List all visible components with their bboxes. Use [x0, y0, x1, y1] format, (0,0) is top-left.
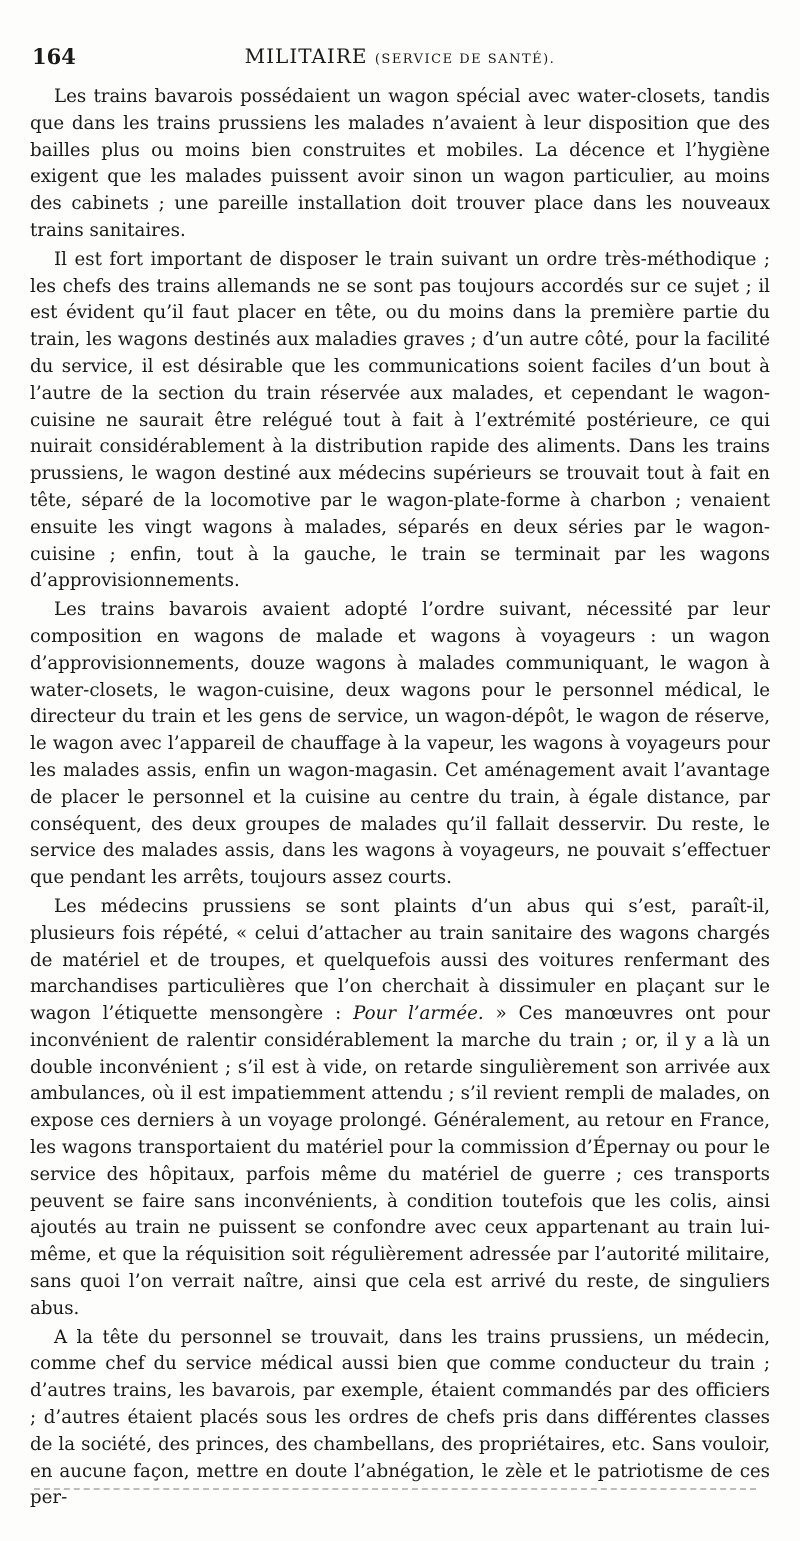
page-number: 164	[32, 44, 76, 69]
paragraph-1: Les trains bavarois possédaient un wagon spécial avec water-closets, tandis que dans les trains prussiens les malades n’avaient à leur disposition que des bailles plus ou moins bien construites et mobiles. La décence et l’hygiène exigent que les malades puissent avoir sinon un wagon particulier, au moins des cabinets ; une pareille installation doit trouver place dans les nouveaux trains sanitaires.	[30, 86, 770, 241]
header-title-main: MILITAIRE	[244, 44, 368, 68]
italic-label: Pour l’armée.	[353, 1003, 484, 1025]
paragraph-4-part-1: Les médecins prussiens se sont plaints d’un abus qui s’est, paraît-il, plusieurs fois répété, « celui d’attacher au train sanitaire des wagons chargés de matériel et de troupes, et quelquefois aussi des voitures renfermant des marchandises particulières que l’on cherchait à dissimuler en plaçant sur le wagon l’étiquette mensongère :	[30, 895, 770, 1025]
header-title-sub: (SERVICE DE SANTÉ).	[374, 52, 556, 67]
paragraph-3: Les trains bavarois avaient adopté l’ordre suivant, nécessité par leur composition en wagons de malade et wagons à voyageurs : un wagon d’approvisionnements, douze wagons à malades communiquant, le wagon à water-closets, le wagon-cuisine, deux wagons pour le personnel médical, le directeur du train et les gens de service, un wagon-dépôt, le wagon de réserve, le wagon avec l’appareil de chauffage à la vapeur, les wagons à voyageurs pour les malades assis, enfin un wagon-magasin. Cet aménagement avait l’avantage de placer le personnel et la cuisine au centre du train, à égale distance, par conséquent, des deux groupes de malades qu’il fallait desservir. Du reste, le service des malades assis, dans les wagons à voyageurs, ne pouvait s’effectuer que pendant les arrêts, toujours assez courts.	[30, 599, 770, 889]
paragraph-2: Il est fort important de disposer le train suivant un ordre très-méthodique ; les chefs des trains allemands ne se sont pas toujours accordés sur ce sujet ; il est évident qu’il faut placer en tête, ou du moins dans la première partie du train, les wagons destinés aux maladies graves ; d’un autre côté, pour la facilité du service, il est désirable que les communications soient faciles d’un bout à l’autre de la section du train réservée aux malades, et cependant le wagon-cuisine ne saurait être relégué tout à fait à l’extrémité postérieure, ce qui nuirait considérablement à la distribution rapide des aliments. Dans les trains prussiens, le wagon destiné aux médecins supérieurs se trouvait tout à fait en tête, séparé de la locomotive par le wagon-plate-forme à charbon ; venaient ensuite les vingt wagons à malades, séparés en deux séries par le wagon-cuisine ; enfin, tout à la gauche, le train se terminait par les wagons d’approvisionnements.	[30, 248, 770, 592]
footer-rule	[34, 1488, 756, 1490]
paragraph-5: A la tête du personnel se trouvait, dans les trains prussiens, un médecin, comme chef du service médical aussi bien que comme conducteur du train ; d’autres trains, les bavarois, par exemple, étaient commandés par des officiers ; d’autres étaient placés sous les ordres de chefs pris dans différentes classes de la société, des princes, des chambellans, des propriétaires, etc. Sans vouloir, en aucune façon, mettre en doute l’abnégation, le zèle et le patriotisme de ces per-	[30, 1326, 770, 1509]
page-header-title	[30, 44, 770, 68]
paragraph-4-part-2: » Ces manœuvres ont pour inconvénient de ralentir considérablement la marche du train ; or, il y a là un double inconvénient ; s’il est à vide, on retarde singulièrement son arrivée aux ambulances, où il est impatiemment attendu ; s’il revient rempli de malades, on expose ces derniers à un voyage prolongé. Généralement, au retour en France, les wagons transportaient du matériel pour la commission d’Épernay ou pour le service des hôpitaux, parfois même du matériel de guerre ; ces transports peuvent se faire sans inconvénients, à condition toutefois que les colis, ainsi ajoutés au train ne puissent se confondre avec ceux appartenant au train lui-même, et que la réquisition soit régulièrement adressée par l’autorité militaire, sans quoi l’on verrait naître, ainsi que cela est arrivé du reste, de singuliers abus.	[30, 1003, 770, 1319]
paragraph-4	[30, 894, 770, 1323]
body-text	[30, 84, 770, 1512]
running-head	[30, 44, 770, 72]
